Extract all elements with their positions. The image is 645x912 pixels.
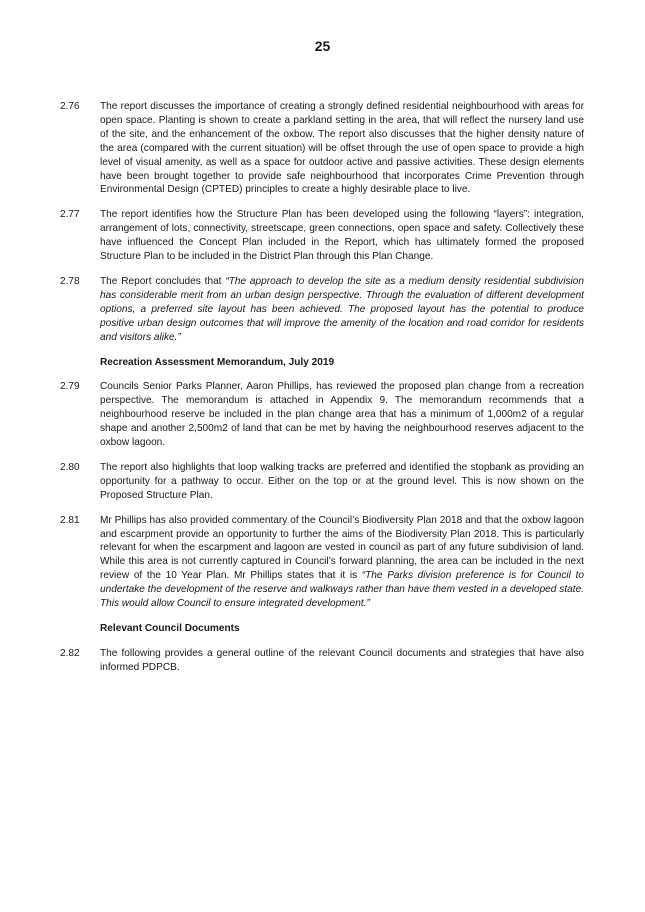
paragraph-2-80 xyxy=(60,461,584,503)
paragraph-text xyxy=(100,275,584,345)
paragraph-2-76 xyxy=(60,100,584,197)
page-number: 25 xyxy=(314,38,331,54)
paragraph-text: The report identifies how the Structure Plan has been developed using the following “layers”: integration, arrangement of lots, connectivity, streetscape, green connections, open space and safety. Collectively these have influenced the Concept Plan included in the Report, which has ultimately formed the proposed Structure Plan to be included in the District Plan through this Plan Change. xyxy=(100,209,584,263)
paragraph-2-82 xyxy=(60,647,584,675)
paragraph-2-81 xyxy=(60,514,584,611)
paragraph-number: 2.77 xyxy=(60,209,80,221)
paragraph-number: 2.79 xyxy=(60,381,80,393)
paragraph-2-77 xyxy=(60,208,584,264)
paragraph-number: 2.80 xyxy=(60,461,80,473)
section-heading-recreation: Recreation Assessment Memorandum, July 2019 xyxy=(100,356,335,368)
paragraph-text: The report also highlights that loop walking tracks are preferred and identified the stopbank as providing an opportunity for a pathway to occur. Either on the top or at the ground level. This is now shown on the Proposed Structure Plan. xyxy=(100,461,584,501)
document-body xyxy=(60,100,584,686)
paragraph-quote: “The approach to develop the site as a medium density residential subdivision has considerable merit from an urban design perspective. Through the evaluation of different development options, a preferred site layout has been achieved. The proposed layout has the potential to produce positive urban design outcomes that will improve the amenity of the location and road corridor for residents and visitors alike.” xyxy=(100,275,584,343)
paragraph-2-79 xyxy=(60,380,584,450)
paragraph-2-78 xyxy=(60,275,584,345)
paragraph-text: Councils Senior Parks Planner, Aaron Phillips, has reviewed the proposed plan change from a recreation perspective. The memorandum is attached in Appendix 9. The memorandum recommends that a neighbourhood reserve be included in the plan change area that has a minimum of 1,000m2 of a regular shape and another 2,500m2 of land that can be met by having the neighbourhood reserves adjacent to the oxbow lagoon. xyxy=(100,381,584,449)
paragraph-intro: The Report concludes that xyxy=(100,275,226,287)
paragraph-number: 2.78 xyxy=(60,275,80,287)
paragraph-number: 2.81 xyxy=(60,514,80,526)
paragraph-text: The report discusses the importance of creating a strongly defined residential neighbourhood with areas for open space. Planting is shown to create a parkland setting in the area, that will reflect the nursery land use of the site, and the enhancement of the oxbow. The report also discusses that the higher density nature of the area (compared with the current situation) will be offset through the use of open space to provide a high level of visual amenity, as well as a space for outdoor active and passive activities. These design elements have been brought together to provide safe neighbourhood that incorporates Crime Prevention through Environmental Design (CPTED) principles to create a highly desirable place to live. xyxy=(100,101,584,196)
paragraph-number: 2.82 xyxy=(60,647,80,659)
paragraph-quote: “The Parks division preference is for Council to undertake the development of the reserve and walkways rather than have them vested in a developed state. This would allow Council to ensure integrated development.” xyxy=(100,570,584,610)
section-heading-council-documents: Relevant Council Documents xyxy=(100,623,240,634)
paragraph-intro: Mr Phillips has also provided commentary of the Council’s Biodiversity Plan 2018 and that the oxbow lagoon and escarpment provide an opportunity to further the aims of the Biodiversity Plan 2018. This is particularly relevant for when the escarpment and lagoon are vested in council as part of any future subdivision of land. While this area is not currently captured in Council’s forward planning, the area can be included in the next review of the 10 Year Plan. Mr Phillips states that it is xyxy=(100,514,584,582)
paragraph-number: 2.76 xyxy=(60,101,80,112)
paragraph-text xyxy=(100,514,584,611)
paragraph-text: The following provides a general outline of the relevant Council documents and strategies that have also informed PDPCB. xyxy=(100,647,584,673)
